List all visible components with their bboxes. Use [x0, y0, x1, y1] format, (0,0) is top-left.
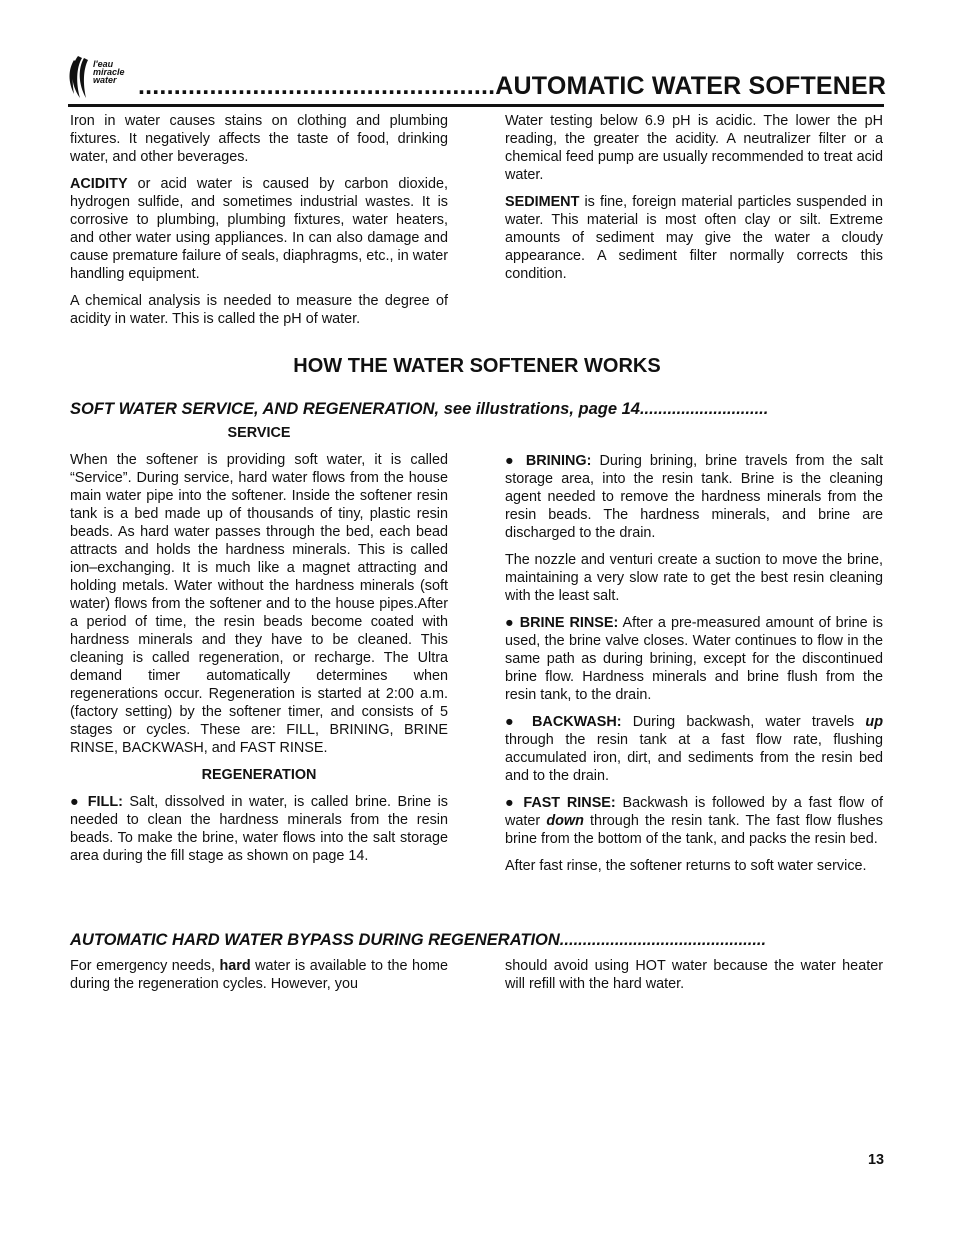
page-header-title: ..................................................AUTOMATIC WATER SOFTENER — [138, 72, 887, 100]
bypass-right-paragraph: should avoid using HOT water because the water heater will refill with the hard water. — [505, 958, 883, 992]
header-rule — [68, 104, 884, 107]
nozzle-paragraph: The nozzle and venturi create a suction to move the brine, maintaining a very slow rate to get the best resin cleaning with the least salt. — [505, 552, 883, 604]
brine-rinse-paragraph: ● BRINE RINSE: After a pre-measured amount of brine is used, the brine valve closes. Water continues to flow in the same path as during brining, except for the discontinued brine flow. Hardness minerals and brine flush from the resin tank, to the drain. — [505, 615, 883, 703]
bypass-left-column — [70, 957, 448, 1002]
subhead-service-regeneration: SOFT WATER SERVICE, AND REGENERATION, see illustrations, page 14............................ — [70, 400, 769, 418]
service-heading: SERVICE — [227, 425, 291, 441]
brining-paragraph: ● BRINING: During brining, brine travels from the salt storage area, into the resin tank. Brine is the cleaning agent needed to remove the hardness minerals from the resin beads. The hardness minerals, and brine are discharged to the drain. — [505, 453, 883, 541]
regeneration-right-column — [505, 452, 883, 884]
subhead-bypass: AUTOMATIC HARD WATER BYPASS DURING REGENERATION............................................. — [70, 931, 767, 949]
after-fast-rinse-paragraph: After fast rinse, the softener returns to soft water service. — [505, 858, 867, 874]
fast-rinse-paragraph: ● FAST RINSE: Backwash is followed by a fast flow of water down through the resin tank. The fast flow flushes brine from the bottom of the tank, and packs the resin bed. — [505, 795, 883, 847]
section-title-how-it-works: HOW THE WATER SOFTENER WORKS — [293, 355, 661, 377]
chemical-analysis-paragraph: A chemical analysis is needed to measure the degree of acidity in water. This is called the pH of water. — [70, 293, 448, 327]
logo-wordmark: l'eau miracle water — [93, 59, 125, 85]
acidity-paragraph: ACIDITY or acid water is caused by carbon dioxide, hydrogen sulfide, and sometimes industrial wastes. It is corrosive to plumbing, plumbing fixtures, water heaters, and other water using appliances. In can also damage and cause premature failure of seals, diaphragms, etc., in water handling equipment. — [70, 176, 448, 282]
page-number: 13 — [868, 1152, 885, 1168]
regeneration-heading: REGENERATION — [201, 767, 317, 783]
top-right-column — [505, 112, 883, 292]
service-left-column — [70, 424, 448, 874]
fill-paragraph: ● FILL: Salt, dissolved in water, is called brine. Brine is needed to clean the hardness minerals from the resin beads. To make the brine, water flows into the salt storage area during the fill stage as shown on page 14. — [70, 794, 448, 864]
sediment-paragraph: SEDIMENT is fine, foreign material particles suspended in water. This material is most often clay or silt. Extreme amounts of sediment may give the water a cloudy appearance. A sediment filter normally corrects this condition. — [505, 194, 883, 282]
iron-paragraph: Iron in water causes stains on clothing and plumbing fixtures. It negatively affects the taste of food, drinking water, and other beverages. — [70, 113, 448, 165]
bypass-right-column — [505, 957, 883, 1002]
bypass-left-paragraph: For emergency needs, hard water is available to the home during the regeneration cycles. However, you — [70, 958, 448, 992]
ph-paragraph: Water testing below 6.9 pH is acidic. The lower the pH reading, the greater the acidity. A neutralizer filter or a chemical feed pump are usually recommended to treat acid water. — [505, 113, 883, 183]
top-left-column — [70, 112, 448, 337]
service-paragraph: When the softener is providing soft water, it is called “Service”. During service, hard water flows from the house main water pipe into the softener. Inside the softener resin tank is a bed made up of thousands of tiny, plastic resin beads. As hard water passes through the bed, each bead attracts and holds the hardness minerals. This is called ion–exchanging. It is much like a magnet attracting and holding metals. Water without the hardness minerals (soft water) flows from the softener and to the house pipes.After a period of time, the resin beads become coated with hardness minerals and they have to be cleaned. This cleaning is called regeneration, or recharge. The Ultra demand timer automatically determines when regenerations occur. Regeneration is started at 2:00 a.m. (factory setting) by the softener timer, and consists of 5 stages or cycles. These are: FILL, BRINING, BRINE RINSE, BACKWASH, and FAST RINSE. — [70, 452, 448, 756]
backwash-paragraph: ● BACKWASH: During backwash, water travels up through the resin tank at a fast flow rate, flushing accumulated iron, dirt, and sediments from the resin bed and to the drain. — [505, 714, 883, 784]
